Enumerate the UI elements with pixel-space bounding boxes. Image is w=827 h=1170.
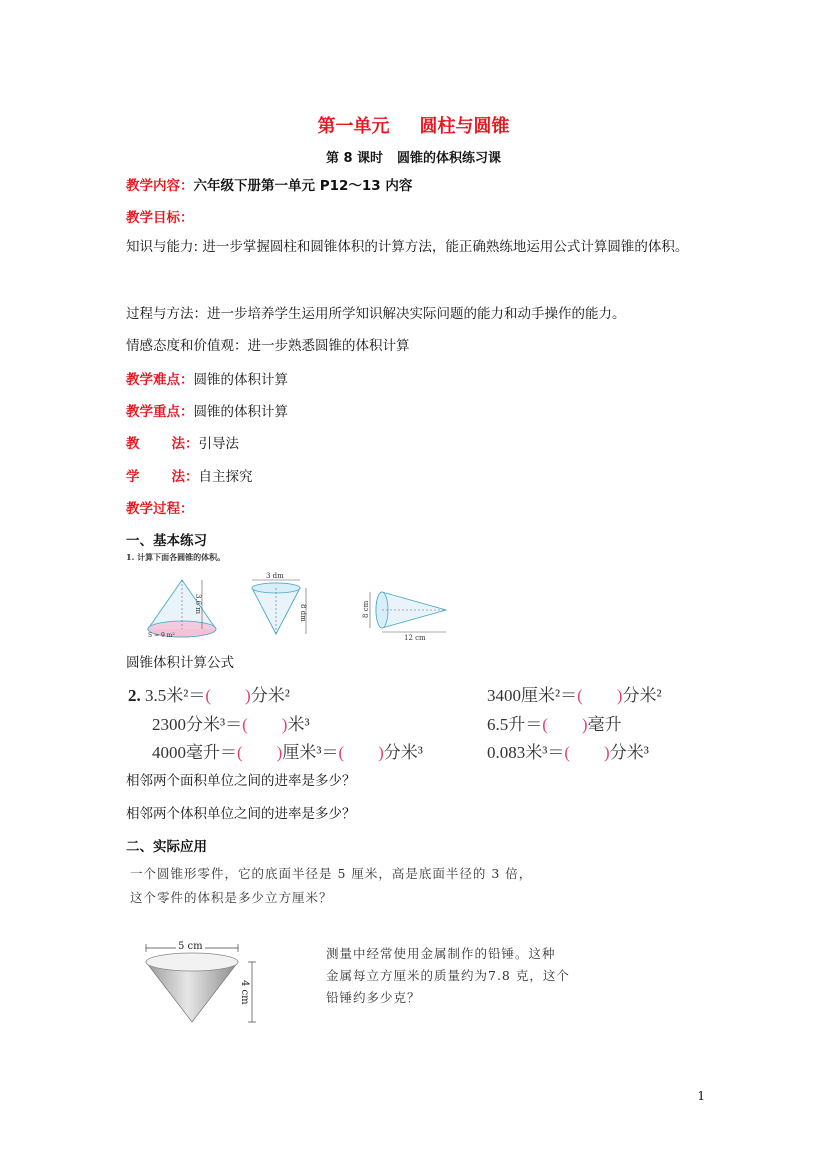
- question-area-rate: 相邻两个面积单位之间的进率是多少？: [126, 773, 356, 789]
- cone-diagrams: [126, 552, 466, 642]
- section-basic-practice-heading: 一、基本练习: [126, 533, 207, 549]
- exercise2-row1-left: 2. 3.5米²＝( )分米²: [128, 686, 290, 705]
- exercise2-row1-right: 3400厘米²＝( )分米²: [487, 686, 662, 705]
- fig3-diameter-label: 8 cm: [362, 600, 370, 618]
- teaching-difficulty: 教学难点：圆锥的体积计算: [126, 372, 288, 388]
- formula-label: 圆锥体积计算公式: [126, 655, 234, 671]
- exercise2-row2-left: 2300分米³＝( )米³: [152, 715, 310, 734]
- inverted-cone-diagram: [140, 940, 270, 1030]
- teaching-process-label: 教学过程：: [126, 501, 194, 517]
- page-title: 第一单元 圆柱与圆锥: [317, 116, 510, 137]
- problem1-line1: 一个圆锥形零件，它的底面半径是 5 厘米，高是底面半径的 3 倍，: [130, 866, 533, 881]
- fig3-length-label: 12 cm: [404, 634, 426, 642]
- problem1-line2: 这个零件的体积是多少立方厘米？: [130, 890, 333, 905]
- fig2-height-label: 8 dm: [299, 604, 307, 622]
- goal-emotion: 情感态度和价值观：进一步熟悉圆锥的体积计算: [126, 338, 410, 354]
- exercise2-row3-left: 4000毫升＝( )厘米³＝( )分米³: [152, 743, 423, 762]
- page-number: 1: [697, 1089, 705, 1103]
- teaching-method: 教 法：引导法: [126, 436, 239, 452]
- exercise1-figure: [126, 552, 466, 642]
- goal-knowledge: 知识与能力: 进一步掌握圆柱和圆锥体积的计算方法，能正确熟练地运用公式计算圆锥的体积。: [126, 239, 689, 255]
- teaching-goals-label: 教学目标：: [126, 210, 194, 226]
- problem2-line2: 金属每立方厘米的质量约为7.8 克，这个: [326, 968, 570, 983]
- teaching-content: 教学内容：六年级下册第一单元 P12～13 内容: [126, 178, 413, 194]
- section-application-heading: 二、实际应用: [126, 839, 207, 855]
- problem2-line1: 测量中经常使用金属制作的铅锤。这种: [326, 946, 556, 961]
- goal-process: 过程与方法：进一步培养学生运用所学知识解决实际问题的能力和动手操作的能力。: [126, 306, 626, 322]
- teaching-key-point: 教学重点：圆锥的体积计算: [126, 404, 288, 420]
- exercise2-row2-right: 6.5升＝( )毫升: [487, 715, 622, 734]
- plumb-bob-height-label: 4 cm: [239, 980, 250, 1005]
- question-volume-rate: 相邻两个体积单位之间的进率是多少？: [126, 806, 356, 822]
- fig1-base-label: S = 9 m²: [148, 632, 175, 639]
- problem2-line3: 铅锤约多少克？: [326, 990, 421, 1005]
- lesson-subtitle: 第 8 课时 圆锥的体积练习课: [325, 151, 502, 166]
- fig1-height-label: 3.6 m: [194, 594, 202, 614]
- exercise1-prompt: 1. 计算下面各圆锥的体积。: [126, 552, 226, 562]
- plumb-bob-diameter-label: 5 cm: [178, 941, 203, 952]
- learning-method: 学 法：自主探究: [126, 469, 253, 485]
- plumb-bob-figure: [140, 940, 270, 1030]
- exercise2-row3-right: 0.083米³＝( )分米³: [487, 743, 649, 762]
- fig2-diameter-label: 3 dm: [266, 572, 284, 580]
